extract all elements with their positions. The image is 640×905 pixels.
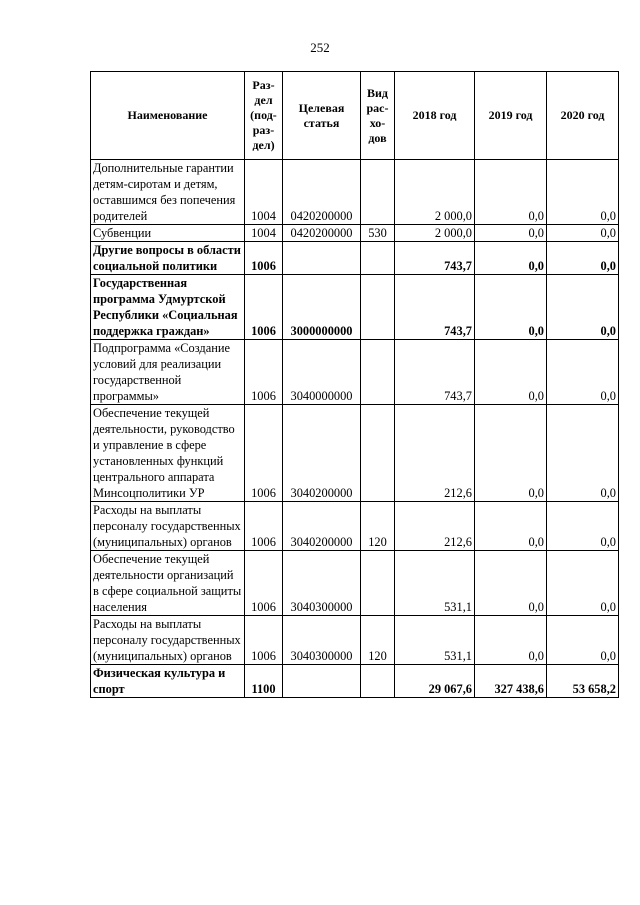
- header-expense-type: [361, 72, 395, 160]
- row-expense-type: [361, 275, 395, 340]
- row-2019: 0,0: [475, 242, 547, 275]
- row-section: 1006: [245, 551, 283, 616]
- row-2020: 53 658,2: [547, 665, 619, 698]
- row-section: 1100: [245, 665, 283, 698]
- row-2020: 0,0: [547, 616, 619, 665]
- row-expense-type: [361, 160, 395, 225]
- page-number: 252: [310, 40, 330, 55]
- row-article: 3040200000: [283, 405, 361, 502]
- table-row: [91, 225, 619, 242]
- row-section: 1006: [245, 405, 283, 502]
- row-expense-type: 530: [361, 225, 395, 242]
- row-article: 3040300000: [283, 551, 361, 616]
- row-article: 3040200000: [283, 502, 361, 551]
- row-2020: 0,0: [547, 160, 619, 225]
- row-2020: 0,0: [547, 242, 619, 275]
- row-2020: 0,0: [547, 340, 619, 405]
- row-2019: 0,0: [475, 275, 547, 340]
- row-name: Другие вопросы в области социальной политики: [91, 242, 245, 275]
- table-row: [91, 502, 619, 551]
- header-row: [91, 72, 619, 160]
- row-name: Государственная программа Удмуртской Республики «Социальная поддержка граждан»: [91, 275, 245, 340]
- row-2019: 0,0: [475, 340, 547, 405]
- table-row: [91, 160, 619, 225]
- row-2019: 327 438,6: [475, 665, 547, 698]
- row-2020: 0,0: [547, 502, 619, 551]
- row-section: 1006: [245, 242, 283, 275]
- row-2018: 743,7: [395, 340, 475, 405]
- row-2019: 0,0: [475, 502, 547, 551]
- row-2019: 0,0: [475, 551, 547, 616]
- row-2018: 531,1: [395, 616, 475, 665]
- row-2020: 0,0: [547, 225, 619, 242]
- row-name: Подпрограмма «Создание условий для реализации государственной программы»: [91, 340, 245, 405]
- row-section: 1006: [245, 275, 283, 340]
- row-2018: 2 000,0: [395, 225, 475, 242]
- row-2018: 29 067,6: [395, 665, 475, 698]
- row-name: Субвенции: [91, 225, 245, 242]
- row-section: 1006: [245, 502, 283, 551]
- table-row: [91, 405, 619, 502]
- row-2018: 212,6: [395, 502, 475, 551]
- row-name: Физическая культура и спорт: [91, 665, 245, 698]
- row-2020: 0,0: [547, 551, 619, 616]
- table-row: [91, 616, 619, 665]
- header-article: [283, 72, 361, 160]
- header-section-label: Раз- дел (под- раз- дел): [250, 78, 277, 152]
- row-name: Обеспечение текущей деятельности организаций в сфере социальной защиты населения: [91, 551, 245, 616]
- row-name: Расходы на выплаты персоналу государственных (муниципальных) органов: [91, 616, 245, 665]
- row-section: 1006: [245, 340, 283, 405]
- row-2019: 0,0: [475, 616, 547, 665]
- header-year-2020: 2020 год: [547, 72, 619, 160]
- row-2018: 743,7: [395, 275, 475, 340]
- row-name: Расходы на выплаты персоналу государственных (муниципальных) органов: [91, 502, 245, 551]
- row-article: [283, 242, 361, 275]
- row-name: Обеспечение текущей деятельности, руководство и управление в сфере установленных функций центрального аппарата Минсоцполитики УР: [91, 405, 245, 502]
- row-section: 1004: [245, 160, 283, 225]
- row-name: Дополнительные гарантии детям-сиротам и детям, оставшимся без попечения родителей: [91, 160, 245, 225]
- table-row: [91, 340, 619, 405]
- row-2018: 531,1: [395, 551, 475, 616]
- row-article: 0420200000: [283, 225, 361, 242]
- row-2020: 0,0: [547, 275, 619, 340]
- row-expense-type: [361, 551, 395, 616]
- table-row: [91, 242, 619, 275]
- row-expense-type: [361, 665, 395, 698]
- row-section: 1006: [245, 616, 283, 665]
- row-2018: 212,6: [395, 405, 475, 502]
- row-2018: 743,7: [395, 242, 475, 275]
- row-article: 3040000000: [283, 340, 361, 405]
- row-article: 3040300000: [283, 616, 361, 665]
- row-article: [283, 665, 361, 698]
- header-section: [245, 72, 283, 160]
- table-row: [91, 275, 619, 340]
- table-row: [91, 551, 619, 616]
- header-year-2019: 2019 год: [475, 72, 547, 160]
- table-row: [91, 665, 619, 698]
- row-article: 0420200000: [283, 160, 361, 225]
- row-2018: 2 000,0: [395, 160, 475, 225]
- header-year-2018: 2018 год: [395, 72, 475, 160]
- row-2019: 0,0: [475, 405, 547, 502]
- header-article-label: Целевая статья: [298, 100, 345, 130]
- row-expense-type: 120: [361, 616, 395, 665]
- row-2019: 0,0: [475, 225, 547, 242]
- row-2019: 0,0: [475, 160, 547, 225]
- row-article: 3000000000: [283, 275, 361, 340]
- row-expense-type: [361, 405, 395, 502]
- row-2020: 0,0: [547, 405, 619, 502]
- row-expense-type: 120: [361, 502, 395, 551]
- header-expense-type-label: Вид рас- хо- дов: [366, 85, 389, 145]
- row-section: 1004: [245, 225, 283, 242]
- row-expense-type: [361, 340, 395, 405]
- row-expense-type: [361, 242, 395, 275]
- budget-table: [90, 71, 619, 698]
- header-name: Наименование: [91, 72, 245, 160]
